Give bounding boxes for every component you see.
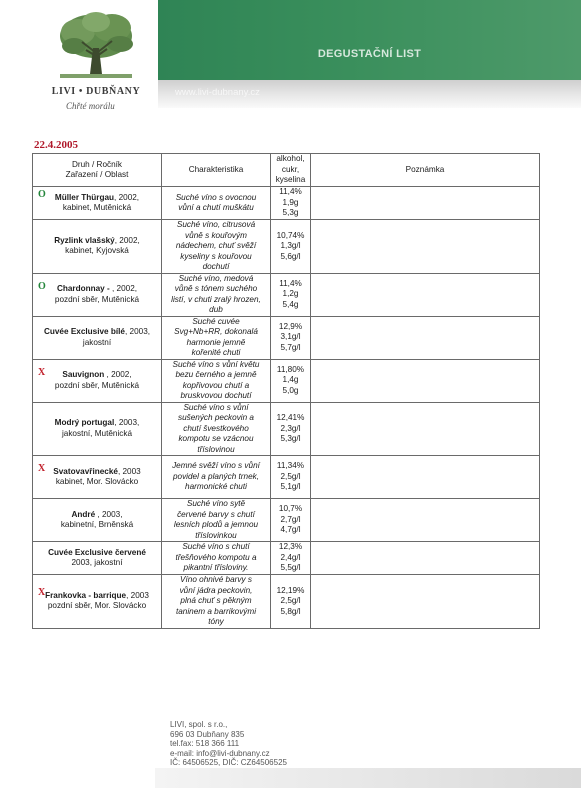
- analysis-value: 12,19%: [276, 585, 305, 595]
- brand-name: LIVI • DUBŇANY: [51, 86, 141, 97]
- company-logo: [40, 8, 152, 120]
- table-row: [33, 542, 540, 575]
- note-cell[interactable]: [311, 402, 540, 456]
- analysis-cell: [271, 187, 311, 220]
- analysis-value: 1,4g: [282, 375, 299, 385]
- analysis-value: 5,3g: [282, 208, 299, 218]
- characteristic-line: vůně s tónem suchého: [174, 284, 258, 293]
- characteristic-line: listí, v chuti zralý hrozen,: [171, 294, 261, 304]
- header-band: [158, 0, 581, 80]
- analysis-value: 2,4g/l: [280, 552, 301, 562]
- wine-name: Sauvignon: [62, 370, 105, 379]
- analysis-value: 11,4%: [279, 187, 302, 197]
- header-note: Poznámka: [311, 154, 540, 187]
- characteristic-line: Suché víno, medová: [178, 273, 254, 283]
- analysis-value: 2,5g/l: [280, 471, 301, 481]
- analysis-value: 5,8g/l: [280, 606, 301, 616]
- analysis-value: 1,9g: [282, 197, 299, 207]
- footer-phone: tel.fax: 518 366 111: [170, 739, 240, 749]
- analysis-value: 12,41%: [276, 413, 305, 422]
- characteristic-line: pikantní třísloviny.: [183, 563, 249, 573]
- wine-year: , 2002,: [114, 192, 140, 202]
- wine-name: Cuvée Exclusive bílé: [43, 327, 125, 336]
- tasting-date: 22.4.2005: [34, 139, 78, 151]
- characteristic-cell: [162, 456, 271, 499]
- footer-email: e-mail: info@livi-dubnany.cz: [170, 748, 270, 758]
- characteristic-line: červené barvy s chutí: [177, 509, 255, 519]
- table-row: [33, 456, 540, 499]
- wine-classification: kabinet, Mutěnická: [62, 203, 132, 212]
- table-row: [33, 273, 540, 316]
- analysis-value: 4,7g/l: [280, 525, 301, 535]
- analysis-value: 11,80%: [276, 364, 305, 374]
- characteristic-line: sušených peckovin a: [177, 413, 254, 422]
- analysis-value: 10,74%: [276, 230, 305, 240]
- wine-classification: kabinet, Kyjovská: [65, 246, 129, 256]
- wine-classification: kabinet, Mor. Slovácko: [55, 477, 139, 486]
- note-cell[interactable]: [311, 542, 540, 575]
- header-characteristic: Charakteristika: [162, 154, 271, 187]
- tree-emblem-icon: [40, 8, 152, 86]
- table-row: [33, 359, 540, 402]
- wine-classification: 2003, jakostní: [71, 558, 123, 567]
- note-cell[interactable]: [311, 499, 540, 542]
- footer-company: LIVI, spol. s r.o.,: [170, 720, 228, 729]
- table-row: [33, 316, 540, 359]
- characteristic-line: kořenité chuti: [191, 348, 241, 357]
- rating-mark: X: [38, 366, 46, 378]
- characteristic-line: Suché víno s vůní: [183, 402, 249, 412]
- wine-cell: [33, 187, 162, 220]
- analysis-cell: [271, 359, 311, 402]
- analysis-value: 11,4%: [279, 278, 302, 288]
- characteristic-line: Víno ohnivé barvy s: [180, 575, 252, 584]
- characteristic-cell: [162, 402, 271, 456]
- analysis-cell: [271, 542, 311, 575]
- characteristic-cell: [162, 359, 271, 402]
- characteristic-cell: [162, 220, 271, 274]
- rating-mark: X: [38, 587, 46, 598]
- wine-cell: [33, 402, 162, 456]
- note-cell[interactable]: [311, 316, 540, 359]
- characteristic-line: vůní jádra peckovin,: [179, 585, 253, 595]
- wine-year: , 2002,: [112, 284, 138, 293]
- wine-year: , 2002,: [114, 235, 140, 245]
- note-cell[interactable]: [311, 220, 540, 274]
- wine-cell: [33, 499, 162, 542]
- characteristic-line: povidel a planých trnek,: [172, 471, 260, 481]
- wine-year: , 2003: [126, 590, 149, 600]
- wine-cell: [33, 273, 162, 316]
- page-title: DEGUSTAČNÍ LIST: [317, 48, 422, 60]
- footer-ids: IČ: 64506525, DIČ: CZ64506525: [170, 758, 287, 768]
- characteristic-line: Suché víno s vůní květu: [172, 359, 260, 369]
- characteristic-line: kyseliny s kouřovou: [180, 251, 252, 261]
- wine-year: , 2003: [117, 466, 141, 476]
- analysis-cell: [271, 402, 311, 456]
- wine-cell: [33, 542, 162, 575]
- characteristic-line: kompotu se vzácnou: [178, 434, 254, 443]
- rating-mark: O: [38, 280, 46, 292]
- wine-cell: [33, 220, 162, 274]
- rating-mark: O: [38, 189, 46, 200]
- characteristic-line: třešňového kompotu a: [175, 552, 257, 562]
- analysis-value: 12,9%: [278, 321, 303, 331]
- header-wine: [33, 154, 162, 187]
- characteristic-cell: [162, 542, 271, 575]
- wine-name: Chardonnay -: [56, 284, 112, 293]
- wine-name: Ryzlink vlašský: [54, 235, 115, 245]
- analysis-value: 5,5g/l: [280, 563, 301, 573]
- characteristic-line: taninem a barrikovými: [175, 606, 257, 616]
- characteristic-line: Svg+Nb+RR, dokonalá: [174, 327, 258, 336]
- analysis-value: 2,3g/l: [280, 423, 301, 433]
- characteristic-line: tříslovinkou: [195, 530, 237, 540]
- note-cell[interactable]: [311, 456, 540, 499]
- characteristic-line: Suché víno s chutí: [182, 542, 250, 552]
- table-row: [33, 187, 540, 220]
- note-cell[interactable]: [311, 359, 540, 402]
- characteristic-line: vůně s kouřovým: [185, 230, 247, 240]
- analysis-value: 2,5g/l: [280, 596, 301, 605]
- wine-year: , 2002,: [104, 370, 132, 379]
- characteristic-cell: [162, 273, 271, 316]
- characteristic-line: nádechem, chuť svěží: [175, 241, 257, 250]
- characteristic-line: bezu černého a jemně: [175, 370, 257, 379]
- header-wine-line1: Druh / Ročník: [71, 159, 123, 169]
- wine-classification: pozdní sběr, Mor. Slovácko: [47, 601, 147, 611]
- wine-year: , 2003,: [114, 418, 140, 428]
- analysis-value: 12,3%: [278, 542, 303, 552]
- note-cell[interactable]: [311, 273, 540, 316]
- table-row: [33, 402, 540, 456]
- wine-classification: pozdní sběr, Mutěnická: [54, 380, 140, 390]
- wine-year: , 2003,: [95, 509, 123, 519]
- header-wine-line2: Zařazení / Oblast: [65, 170, 129, 179]
- analysis-value: 5,4g: [282, 299, 299, 309]
- analysis-cell: [271, 316, 311, 359]
- characteristic-line: Suché víno sytě: [186, 499, 246, 508]
- characteristic-line: dochutí: [202, 262, 230, 271]
- characteristic-cell: [162, 499, 271, 542]
- analysis-value: 11,34%: [276, 461, 305, 471]
- characteristic-line: bruskvovou dochutí: [180, 391, 252, 400]
- characteristic-line: lesních plodů a jemnou: [173, 520, 259, 529]
- header-analysis-line3: kyselina: [275, 175, 306, 185]
- characteristic-cell: [162, 187, 271, 220]
- company-footer: [170, 720, 287, 768]
- wine-name: Frankovka - barrique: [45, 590, 127, 600]
- characteristic-line: tříslovinou: [197, 444, 235, 454]
- characteristic-cell: [162, 575, 271, 629]
- website-link[interactable]: www.livi-dubnany.cz: [175, 87, 260, 98]
- characteristic-line: Jemné svěží víno s vůní: [172, 461, 260, 471]
- header-analysis-line1: alkohol,: [276, 154, 305, 164]
- wine-name: Cuvée Exclusive červené: [48, 547, 146, 557]
- wine-name: Svatovavřinecké: [53, 466, 118, 476]
- wine-cell: [33, 316, 162, 359]
- table-row: [33, 499, 540, 542]
- wine-name: Müller Thürgau: [54, 192, 115, 202]
- analysis-value: 10,7%: [278, 504, 303, 514]
- table-header-row: [33, 154, 540, 187]
- wine-year: , 2003,: [124, 327, 151, 336]
- analysis-cell: [271, 220, 311, 274]
- characteristic-line: Suché cuvée: [192, 316, 240, 326]
- analysis-value: 2,7g/l: [280, 514, 301, 524]
- analysis-value: 5,0g: [282, 385, 299, 395]
- wine-name: Modrý portugal: [54, 418, 115, 428]
- header-analysis-line2: cukr,: [281, 164, 300, 174]
- analysis-cell: [271, 499, 311, 542]
- note-cell[interactable]: [311, 575, 540, 629]
- footer-address: 696 03 Dubňany 835: [170, 729, 245, 739]
- brand-signature: Chřté morálu: [66, 101, 115, 111]
- characteristic-line: tóny: [208, 617, 224, 626]
- wine-classification: jakostní, Mutěnická: [61, 428, 133, 438]
- header-analysis: [271, 154, 311, 187]
- wine-classification: jakostní: [82, 337, 112, 347]
- characteristic-line: dub: [209, 305, 223, 314]
- analysis-value: 5,7g/l: [280, 342, 301, 352]
- analysis-value: 5,3g/l: [280, 434, 301, 443]
- analysis-value: 1,3g/l: [280, 241, 301, 250]
- characteristic-line: harmonické chuti: [185, 482, 247, 492]
- wine-cell: [33, 456, 162, 499]
- wine-classification: pozdní sběr, Mutěnická: [54, 294, 140, 304]
- characteristic-line: chutí švestkového: [183, 423, 249, 433]
- tasting-table: [32, 153, 540, 629]
- analysis-cell: [271, 456, 311, 499]
- analysis-cell: [271, 273, 311, 316]
- footer-gradient: [155, 768, 581, 788]
- characteristic-line: Suché víno s ovocnou: [175, 192, 257, 202]
- characteristic-line: vůní a chutí muškátu: [178, 203, 254, 212]
- wine-name: André: [71, 509, 96, 519]
- rating-mark: X: [38, 463, 46, 474]
- note-cell[interactable]: [311, 187, 540, 220]
- wine-classification: kabinetní, Brněnská: [60, 520, 134, 529]
- analysis-value: 1,2g: [282, 289, 299, 299]
- wine-cell: [33, 575, 162, 629]
- characteristic-line: plná chuť s pěkným: [180, 596, 252, 605]
- analysis-value: 3,1g/l: [280, 332, 301, 342]
- table-row: [33, 575, 540, 629]
- characteristic-line: Suché víno, citrusová: [176, 220, 256, 229]
- wine-cell: [33, 359, 162, 402]
- characteristic-line: kopřivovou chutí a: [182, 380, 250, 390]
- table-row: [33, 220, 540, 274]
- analysis-value: 5,6g/l: [280, 251, 301, 261]
- analysis-cell: [271, 575, 311, 629]
- characteristic-cell: [162, 316, 271, 359]
- analysis-value: 5,1g/l: [280, 482, 301, 492]
- characteristic-line: harmonie jemně: [186, 337, 246, 347]
